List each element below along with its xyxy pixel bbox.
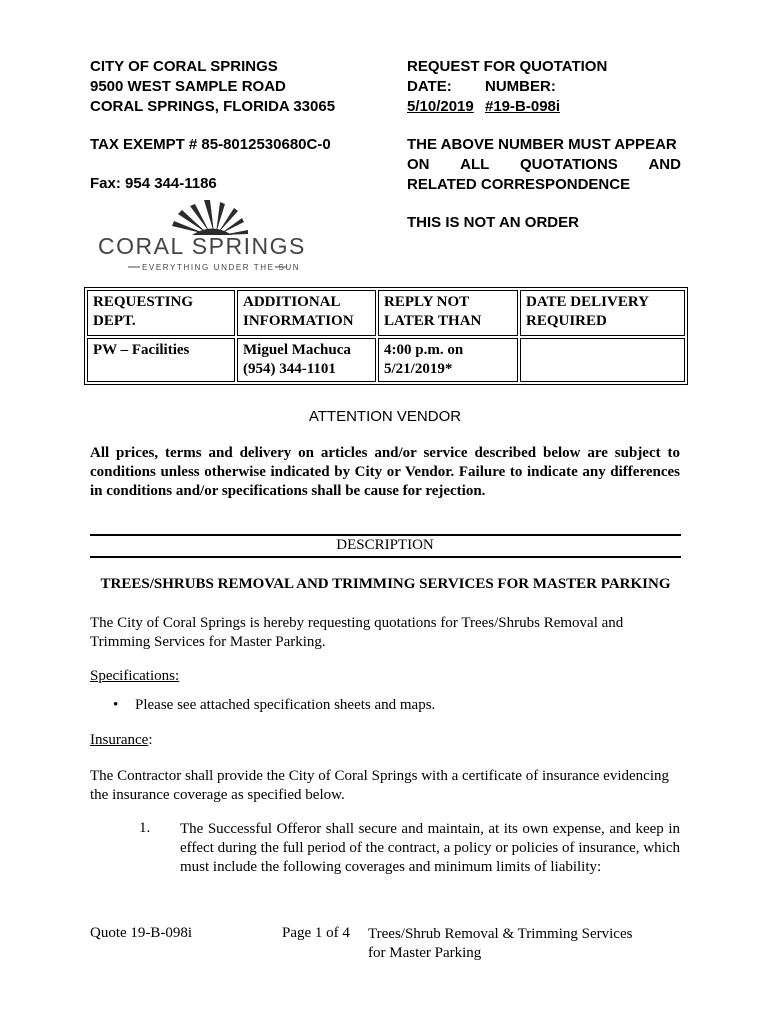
city-name: CITY OF CORAL SPRINGS: [90, 58, 278, 75]
description-title: TREES/SHRUBS REMOVAL AND TRIMMING SERVICES FOR MASTER PARKING: [100, 576, 671, 592]
notice-line-2: [407, 155, 681, 175]
header-cell-reply: REPLY NOT LATER THAN: [378, 290, 518, 336]
insurance-paragraph: [90, 767, 680, 805]
footer-page: Page 1 of 4: [282, 925, 350, 941]
specifications-list-item: • Please see attached specification sheets and maps.: [113, 697, 436, 713]
intro-paragraph: [90, 614, 680, 652]
logo-tagline: EVERYTHING UNDER THE SUN: [142, 263, 301, 272]
attention-vendor: ATTENTION VENDOR: [308, 408, 462, 425]
footer-quote: Quote 19-B-098i: [90, 925, 193, 941]
header-left: [90, 57, 335, 194]
bullet-icon: •: [113, 697, 119, 713]
rfq-title: REQUEST FOR QUOTATION: [407, 58, 608, 75]
value-cell-dept: PW – Facilities: [87, 338, 235, 382]
specifications-heading: Specifications:: [90, 668, 180, 684]
header-right: [407, 57, 681, 233]
date-value: 5/10/2019: [407, 98, 474, 115]
address-line-2: CORAL SPRINGS, FLORIDA 33065: [90, 98, 336, 115]
value-cell-contact: Miguel Machuca (954) 344-1101: [237, 338, 376, 382]
address-line-1: 9500 WEST SAMPLE ROAD: [90, 78, 286, 95]
divider-bottom: [90, 556, 681, 558]
date-number-values: [407, 97, 681, 117]
notice-line-3: RELATED CORRESPONDENCE: [407, 176, 631, 193]
insurance-heading: Insurance:: [90, 732, 153, 748]
divider-top: [90, 534, 681, 536]
value-cell-reply-deadline: 4:00 p.m. on 5/21/2019*: [378, 338, 518, 382]
description-label: DESCRIPTION: [336, 537, 434, 553]
header-cell-info: ADDITIONAL INFORMATION: [237, 290, 376, 336]
notice-word: ALL: [460, 156, 490, 173]
notice-word: QUOTATIONS: [520, 156, 618, 173]
tax-exempt: TAX EXEMPT # 85-8012530680C-0: [90, 136, 331, 153]
date-number-labels: [407, 77, 681, 97]
table-header-row: [87, 290, 685, 336]
intro-line-1: The City of Coral Springs is hereby requesting quotations for Trees/Shrubs Removal and: [90, 615, 624, 631]
request-info-table: [84, 287, 688, 385]
not-an-order: THIS IS NOT AN ORDER: [407, 214, 579, 231]
notice-word: AND: [648, 156, 681, 173]
header-cell-delivery: DATE DELIVERY REQUIRED: [520, 290, 685, 336]
notice-word: ON: [407, 156, 430, 173]
date-label: DATE:: [407, 78, 452, 95]
terms-paragraph: All prices, terms and delivery on articles and/or service described below are subject to conditions unless otherwise indicated by City or Vendor. Failure to indicate any differences in conditions and/or specifications shall be cause for rejection.: [90, 445, 680, 499]
notice-line-1: THE ABOVE NUMBER MUST APPEAR: [407, 136, 677, 153]
number-label: NUMBER:: [485, 78, 556, 95]
footer-subject: Trees/Shrub Removal & Trimming Services for Master Parking: [368, 926, 633, 961]
intro-line-2: Trimming Services for Master Parking.: [90, 634, 326, 650]
logo-wordmark: CORAL SPRINGS: [98, 233, 306, 259]
sun-icon: [92, 196, 312, 276]
coral-springs-logo: [92, 196, 312, 276]
item-text: The Successful Offeror shall secure and maintain, at its own expense, and keep in effect during the full period of the contract, a policy or policies of insurance, which must include the following coverages and minimum limits of liability:: [180, 821, 680, 875]
number-value: #19-B-098i: [485, 98, 561, 115]
value-cell-delivery: [520, 338, 685, 382]
header-cell-dept: REQUESTING DEPT.: [87, 290, 235, 336]
table-row: [87, 338, 685, 382]
insurance-line-1: The Contractor shall provide the City of Coral Springs with a certificate of insurance evidencing: [90, 768, 669, 784]
insurance-line-2: the insurance coverage as specified below.: [90, 787, 345, 803]
item-number: 1.: [139, 820, 151, 836]
fax-number: Fax: 954 344-1186: [90, 175, 217, 192]
